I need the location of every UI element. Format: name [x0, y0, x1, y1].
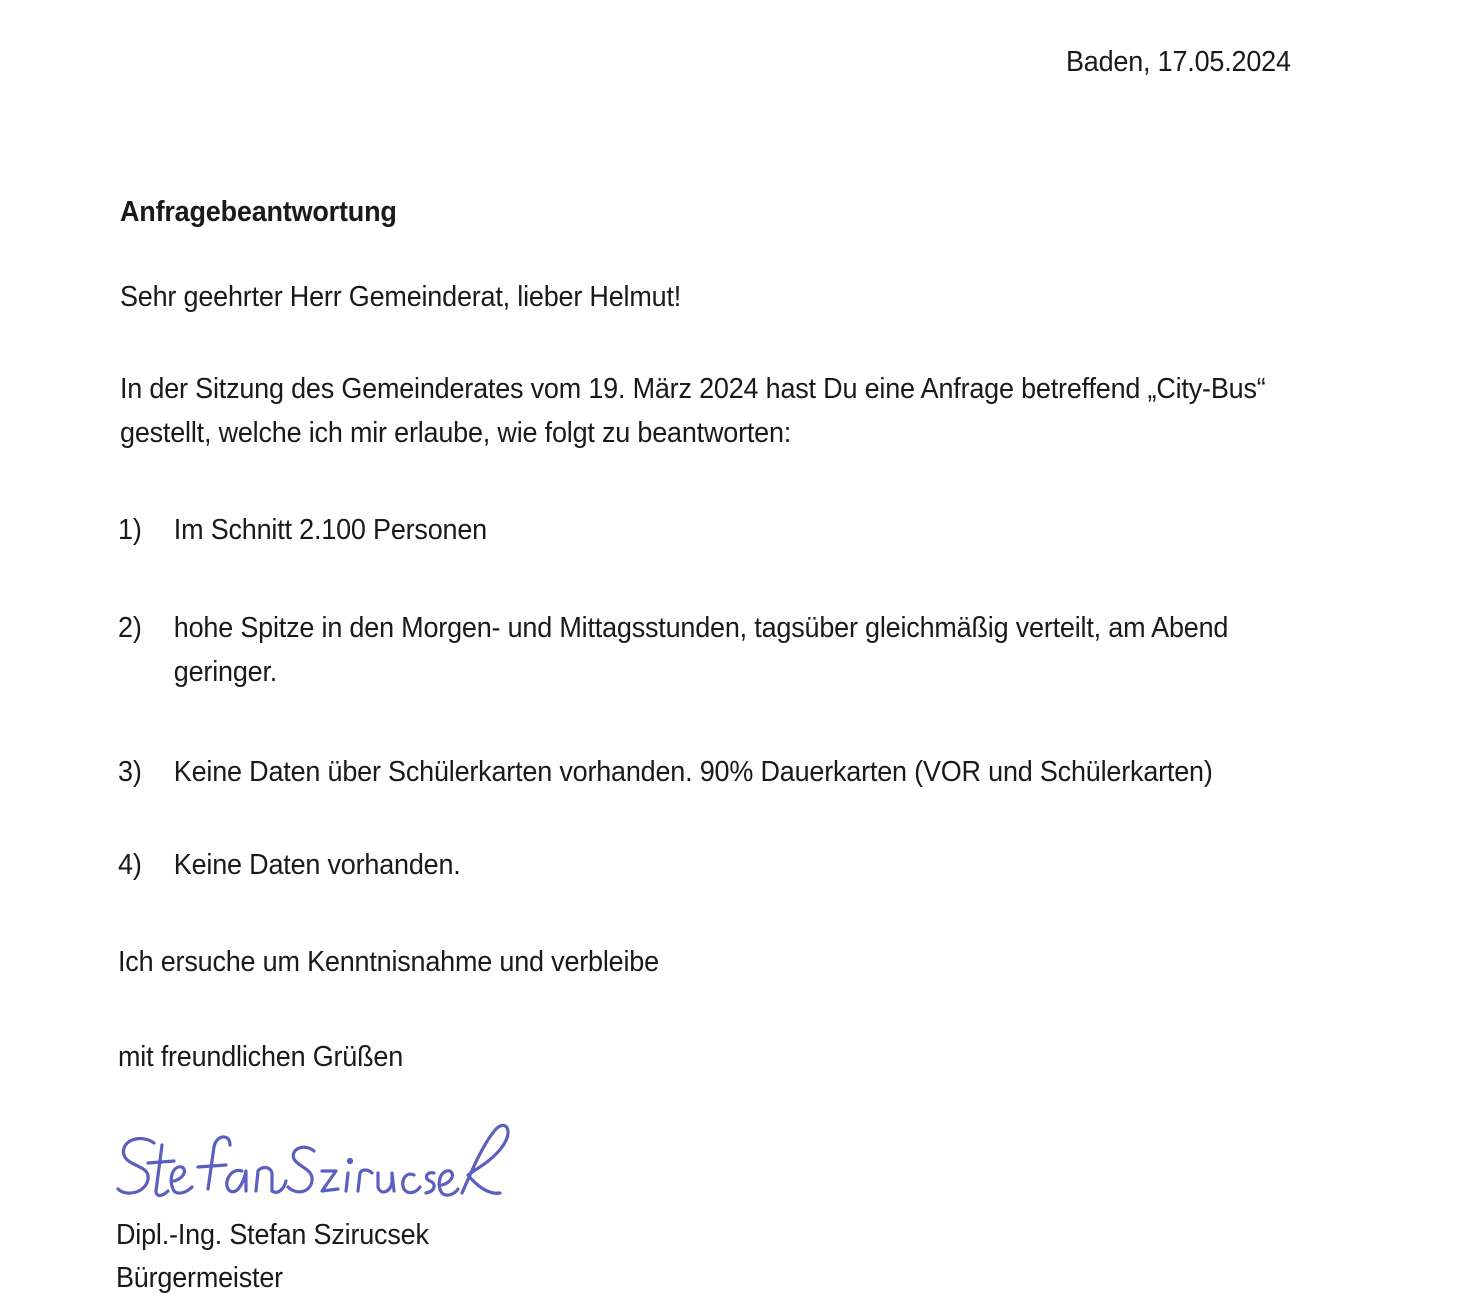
answer-text: Keine Daten vorhanden. [173, 849, 461, 881]
handwritten-signature [110, 1115, 510, 1210]
intro-paragraph: In der Sitzung des Gemeinderates vom 19. März 2024 hast Du eine Anfrage betreffend „City-Bus“ gestellt, welche ich mir erlaube, wie folgt zu beantworten: [120, 373, 1266, 449]
answer-number: 4) [118, 849, 142, 881]
answer-number: 3) [118, 756, 142, 788]
place-date: Baden, 17.05.2024 [1066, 46, 1291, 78]
answer-text: Im Schnitt 2.100 Personen [173, 514, 487, 546]
answer-text: Keine Daten über Schülerkarten vorhanden. 90% Dauerkarten (VOR und Schülerkarten) [173, 756, 1213, 788]
signatory-title: Bürgermeister [116, 1262, 283, 1294]
answer-number: 1) [118, 514, 142, 546]
closing-sentence: Ich ersuche um Kenntnisnahme und verbleibe [118, 946, 659, 978]
signatory-name: Dipl.-Ing. Stefan Szirucsek [116, 1219, 429, 1251]
regards: mit freundlichen Grüßen [118, 1041, 404, 1073]
letter-subject: Anfragebeantwortung [120, 196, 397, 228]
answer-number: 2) [118, 612, 142, 644]
greeting: Sehr geehrter Herr Gemeinderat, lieber Helmut! [120, 281, 682, 313]
answer-text: hohe Spitze in den Morgen- und Mittagsstunden, tagsüber gleichmäßig verteilt, am Abend geringer. [173, 612, 1229, 688]
